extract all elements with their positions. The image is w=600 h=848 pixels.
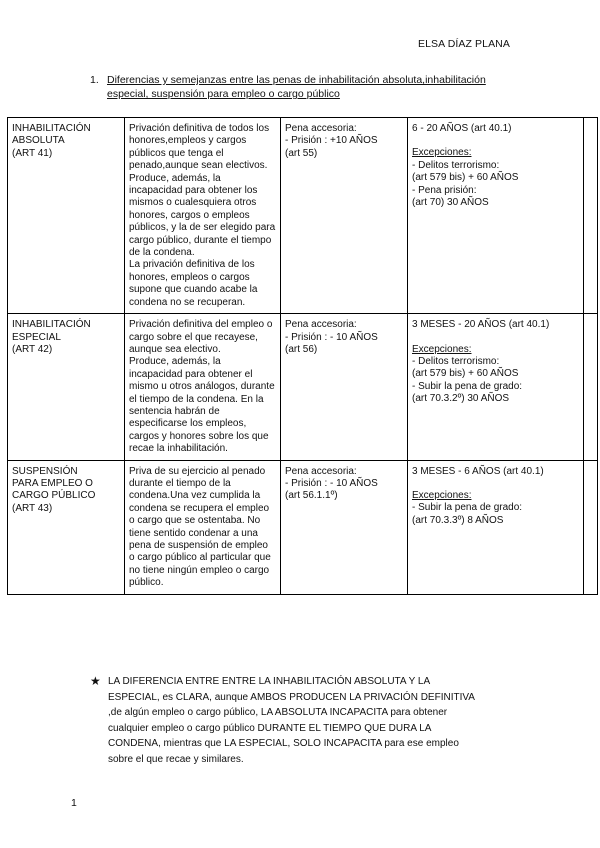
accessory-penalty: Pena accesoria: - Prisión : - 10 AÑOS (art 56) [285,319,378,355]
penalty-name-cell [8,314,125,460]
penalty-name-cell [8,460,125,594]
exceptions-label: Excepciones: [412,147,472,159]
exceptions-label: Excepciones: [412,343,472,355]
description-cell [125,118,281,314]
empty-cell [584,460,598,594]
penalty-description: Privación definitiva de todos los honores,empleos y cargos públicos que tenga el penado,aunque sean electivos. Produce, además, la incapacidad para obtener los mismos o cualesquiera otros honores, cargos o empleos públicos, y la de ser elegido para cargo público, durante el tiempo de la condena. La privación definitiva de los honores, empleos o cargos supone que cuando acabe la condena no se recuperan. [129,123,276,308]
penalty-description: Privación definitiva del empleo o cargo sobre el que recayese, aunque sea electivo. Produce, además, la incapacidad para obtener el mismo u otros análogos, durante el tiempo de la condena. En la sentencia habrán de especificarse los empleos, cargos y honores sobre los que recae la inhabilitación. [129,319,275,455]
exceptions-text: - Subir la pena de grado: (art 70.3.3º) 8 AÑOS [412,502,523,526]
accessory-cell [281,460,408,594]
duration-cell [408,314,584,460]
table-row [8,118,598,314]
penalty-name: SUSPENSIÓN PARA EMPLEO O CARGO PÚBLICO (ART 43) [12,465,96,514]
comparison-table [7,117,598,595]
description-cell [125,314,281,460]
page-number: 1 [71,797,77,809]
empty-cell [584,314,598,460]
star-icon: ★ [90,674,101,688]
heading-text: Diferencias y semejanzas entre las penas de inhabilitación absoluta,inhabilitación especial, suspensión para empleo o cargo público [107,74,486,100]
duration-range: 6 - 20 AÑOS (art 40.1) [412,123,512,134]
penalty-name: INHABILITACIÓN ESPECIAL (ART 42) [12,319,91,355]
empty-cell [584,118,598,314]
duration-range: 3 MESES - 20 AÑOS (art 40.1) [412,319,550,331]
accessory-cell [281,314,408,460]
table-row [8,314,598,460]
section-heading [90,73,530,101]
exceptions-text: - Delitos terrorismo: (art 579 bis) + 60 AÑOS - Subir la pena de grado: (art 70.3.2º) 30 AÑOS [412,355,523,405]
note-text: LA DIFERENCIA ENTRE ENTRE LA INHABILITACIÓN ABSOLUTA Y LA ESPECIAL, es CLARA, aunque AMBOS PRODUCEN LA PRIVACIÓN DEFINITIVA ,de algún empleo o cargo público, LA ABSOLUTA INCAPACITA para obtener cualquier empleo o cargo público DURANTE EL TIEMPO QUE DURA LA CONDENA, mientras que LA ESPECIAL, SOLO INCAPACITA para ese empleo sobre el que recae y similares. [108,676,475,765]
duration-cell [408,460,584,594]
accessory-penalty: Pena accesoria: - Prisión : - 10 AÑOS (art 56.1.1º) [285,465,378,502]
penalty-name-cell [8,118,125,314]
penalty-description: Priva de su ejercicio al penado durante el tiempo de la condena.Una vez cumplida la condena se recupera el empleo o cargo que se ostentaba. No tiene sentido condenar a una pena de suspensión de empleo o cargo público al particular que no tiene ningún empleo o cargo público. [129,465,271,589]
accessory-cell [281,118,408,314]
duration-cell [408,118,584,314]
heading-number: 1. [90,74,99,86]
penalty-name: INHABILITACIÓN ABSOLUTA (ART 41) [12,123,91,159]
exceptions-label: Excepciones: [412,489,472,501]
duration-range: 3 MESES - 6 AÑOS (art 40.1) [412,465,544,477]
accessory-penalty: Pena accesoria: - Prisión : +10 AÑOS (art 55) [285,123,378,159]
author-name: ELSA DÍAZ PLANA [418,38,510,50]
description-cell [125,460,281,594]
table-row [8,460,598,594]
exceptions-text: - Delitos terrorismo: (art 579 bis) + 60 AÑOS - Pena prisión: (art 70) 30 AÑOS [412,159,519,209]
note-block [90,674,530,767]
